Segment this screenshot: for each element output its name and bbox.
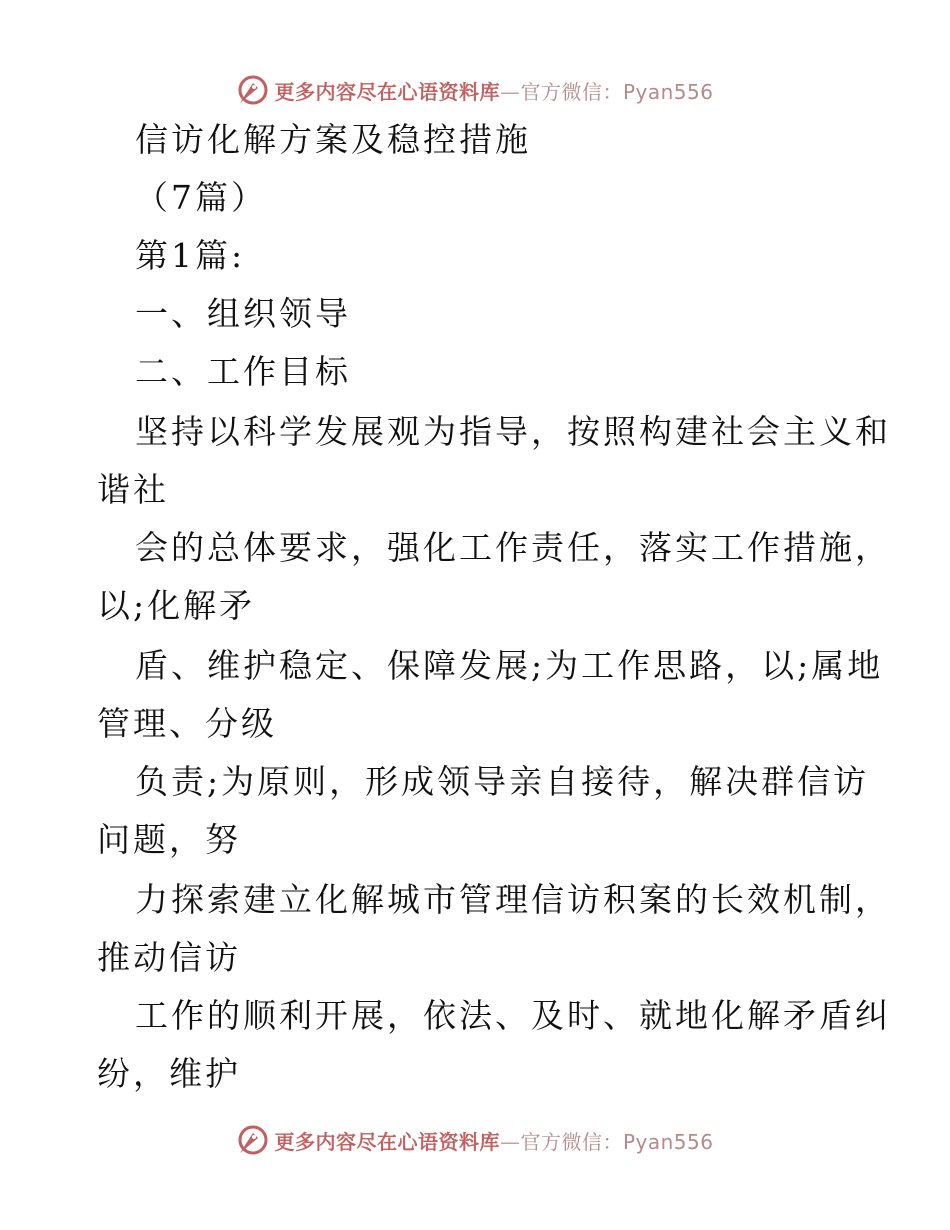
section-heading-goals: 二、工作目标: [135, 352, 351, 391]
paragraph-line: 负责;为原则，形成领导亲自接待，解决群信访: [135, 762, 870, 801]
paragraph-line: 纷，维护: [97, 1054, 241, 1093]
document-subtitle: （7篇）: [135, 178, 267, 217]
paragraph-line: 力探索建立化解城市管理信访积案的长效机制，: [135, 880, 891, 919]
pen-nib-logo-icon: [236, 1123, 270, 1157]
paragraph-line: 谐社: [97, 470, 169, 509]
part-label: 第1篇:: [135, 236, 246, 275]
footer-banner: [0, 1120, 950, 1160]
paragraph-line: 问题，努: [97, 820, 241, 859]
header-wechat-text: 官方微信：Pyan556: [520, 79, 714, 104]
footer-banner-text: [274, 1126, 713, 1155]
paragraph-line: 工作的顺利开展，依法、及时、就地化解矛盾纠: [135, 996, 891, 1035]
document-title: 信访化解方案及稳控措施: [135, 120, 531, 159]
paragraph-line: 以;化解矛: [97, 586, 256, 625]
paragraph-line: 盾、维护稳定、保障发展;为工作思路，以;属地: [135, 646, 884, 685]
header-banner: [0, 70, 950, 110]
header-site-text: 更多内容尽在心语资料库: [274, 79, 500, 104]
header-separator: —: [499, 79, 521, 104]
header-banner-text: [274, 76, 713, 105]
paragraph-line: 坚持以科学发展观为指导，按照构建社会主义和: [135, 412, 891, 451]
paragraph-line: 管理、分级: [97, 704, 277, 743]
pen-nib-logo-icon: [236, 73, 270, 107]
section-heading-organization: 一、组织领导: [135, 294, 351, 333]
paragraph-line: 推动信访: [97, 938, 241, 977]
paragraph-line: 会的总体要求，强化工作责任，落实工作措施，: [135, 528, 891, 567]
footer-wechat-text: 官方微信：Pyan556: [520, 1129, 714, 1154]
footer-site-text: 更多内容尽在心语资料库: [274, 1129, 500, 1154]
footer-separator: —: [499, 1129, 521, 1154]
